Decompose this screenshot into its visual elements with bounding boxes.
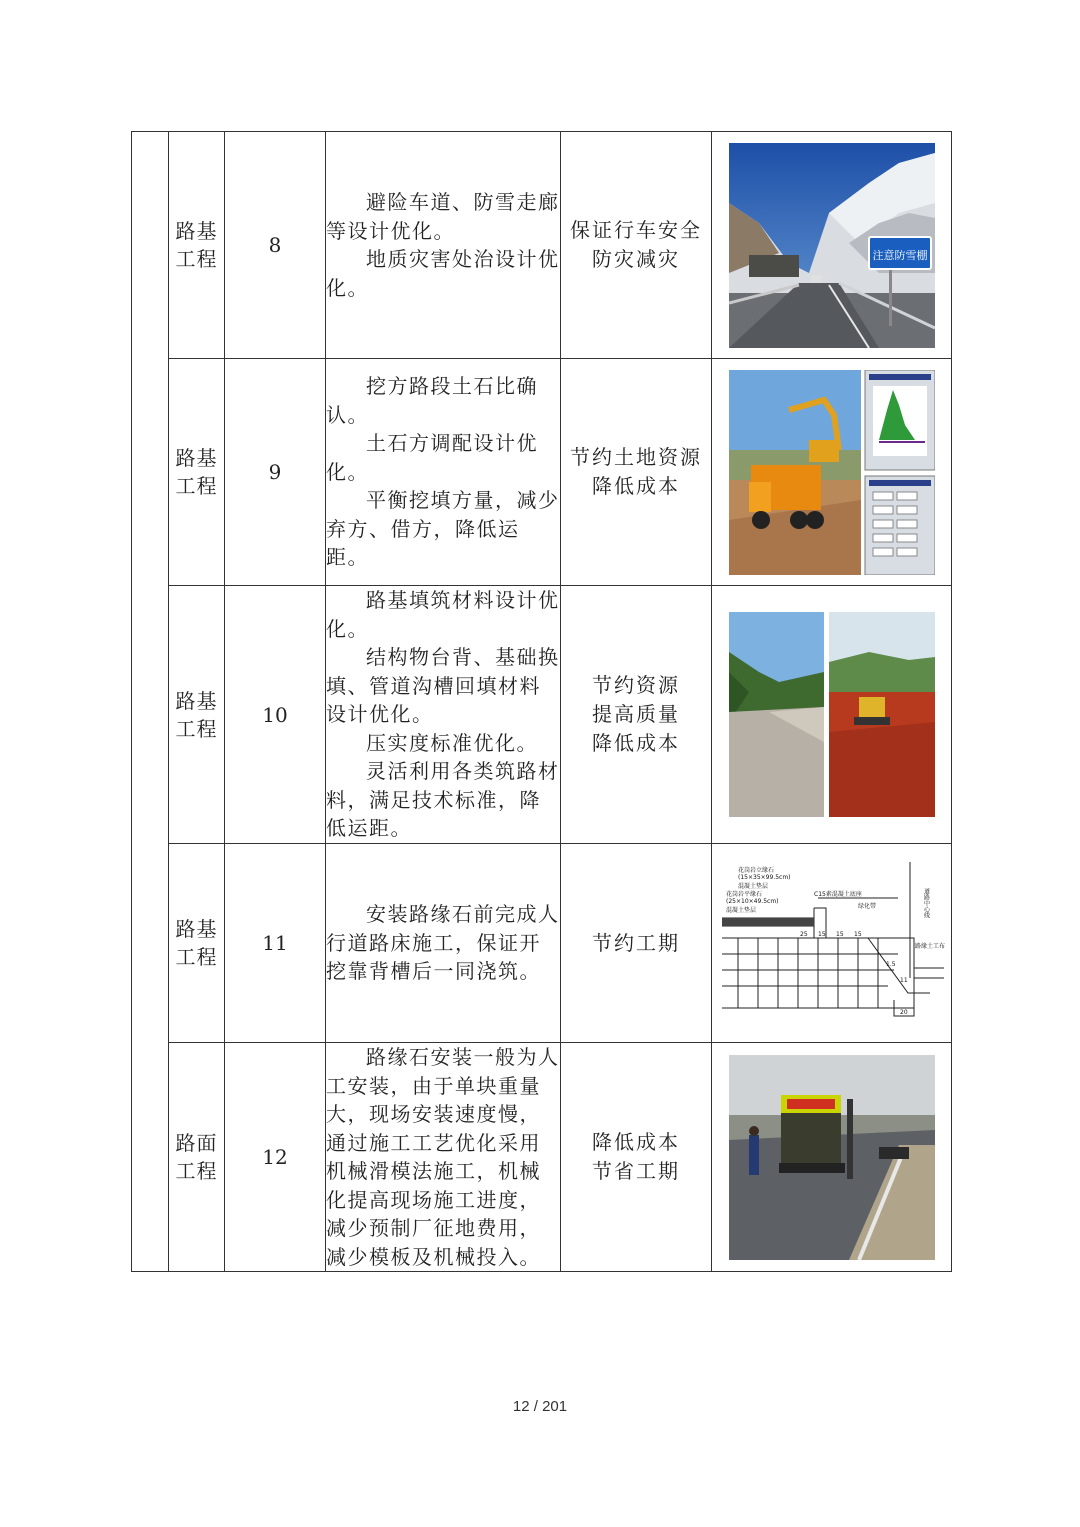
goal-line: 降低成本 (592, 1130, 680, 1154)
image-cell (712, 1043, 952, 1272)
goal-line: 节省工期 (592, 1159, 680, 1183)
curb-cross-section-drawing (718, 858, 946, 1028)
category-label: 路基工程 (175, 446, 218, 498)
table-row (132, 359, 952, 586)
drawing-label: 路缘土工布 (914, 943, 945, 950)
blank-column (132, 132, 169, 1272)
table-row (132, 1043, 952, 1272)
goal-cell (561, 844, 712, 1043)
goal-cell (561, 132, 712, 359)
description-line: 避险车道、防雪走廊等设计优化。 (326, 190, 560, 243)
category-label: 路基工程 (175, 688, 218, 741)
image-cell (712, 844, 952, 1043)
drawing-label: 20 (899, 1009, 908, 1016)
number-cell: 10 (225, 586, 326, 844)
description-cell (326, 132, 561, 359)
description-cell (326, 844, 561, 1043)
description-cell (326, 359, 561, 586)
drawing-label: 花岗岩立缘石 (737, 867, 774, 874)
drawing-label: (25×10×49.5cm) (725, 898, 779, 905)
description-line: 压实度标准优化。 (366, 730, 538, 755)
number-cell: 8 (225, 132, 326, 359)
drawing-label: 25 (799, 931, 808, 938)
page-number: 12 / 201 (512, 1398, 568, 1415)
description-cell (326, 586, 561, 844)
drawing-label: 道路中心线 (922, 888, 929, 918)
table-row (132, 586, 952, 844)
description-cell (326, 1043, 561, 1272)
goal-cell (561, 586, 712, 844)
drawing-label: 混凝土垫层 (737, 883, 768, 890)
goal-cell (561, 359, 712, 586)
goal-line: 降低成本 (592, 731, 680, 755)
description-line: 安装路缘石前完成人行道路床施工，保证开挖靠背槽后一同浇筑。 (326, 902, 560, 984)
goal-line: 提高质量 (592, 702, 680, 726)
goal-line: 降低成本 (592, 474, 680, 498)
drawing-label: C15素混凝土底座 (813, 891, 862, 898)
warning-sign-text: 注意防雪棚 (872, 248, 927, 262)
drawing-label: 绿化带 (857, 903, 876, 910)
table-row (132, 844, 952, 1043)
goal-line: 节约资源 (592, 673, 680, 697)
drawing-label: 花岗岩平缘石 (725, 891, 762, 898)
goal-line: 保证行车安全 (570, 218, 702, 242)
description-line: 地质灾害处治设计优化。 (326, 247, 560, 300)
image-cell (712, 359, 952, 586)
category-cell (169, 359, 225, 586)
roadbed-fill-material-photos (729, 612, 935, 817)
table-row (132, 132, 952, 359)
category-cell (169, 586, 225, 844)
image-cell (712, 132, 952, 359)
description-line: 土石方调配设计优化。 (326, 431, 538, 484)
category-cell (169, 1043, 225, 1272)
number-cell: 11 (225, 844, 326, 1043)
category-label: 路基工程 (175, 219, 218, 271)
description-line: 路基填筑材料设计优化。 (326, 588, 560, 641)
number-cell: 9 (225, 359, 326, 586)
drawing-label: 11 (899, 977, 908, 984)
description-line: 挖方路段土石比确认。 (326, 374, 538, 427)
drawing-label: 混凝土垫层 (725, 907, 756, 914)
category-cell (169, 132, 225, 359)
number-cell: 12 (225, 1043, 326, 1272)
design-optimization-table (131, 131, 952, 1272)
goal-line: 节约土地资源 (570, 445, 702, 469)
description-line: 灵活利用各类筑路材料，满足技术标准，降低运距。 (326, 759, 560, 841)
category-label: 路面工程 (175, 1131, 218, 1183)
goal-cell (561, 1043, 712, 1272)
drawing-label: 1.5 (885, 961, 896, 968)
category-label: 路基工程 (175, 917, 218, 969)
description-line: 结构物台背、基础换填、管道沟槽回填材料设计优化。 (326, 645, 560, 727)
drawing-label: 15 (853, 931, 862, 938)
snowy-mountain-road-photo (729, 143, 935, 348)
description-line: 路缘石安装一般为人工安装，由于单块重量大，现场安装速度慢，通过施工工艺优化采用机械滑模法施工，机械化提高现场施工进度，减少预制厂征地费用，减少模板及机械投入。 (326, 1045, 560, 1269)
description-line: 平衡挖填方量，减少弃方、借方，降低运距。 (326, 488, 560, 570)
goal-line: 防灾减灾 (592, 247, 680, 271)
drawing-label: 15 (817, 931, 826, 938)
drawing-label: (15×35×99.5cm) (737, 874, 791, 881)
goal-line: 节约工期 (592, 930, 680, 955)
category-cell (169, 844, 225, 1043)
slipform-curb-machine-photo (729, 1055, 935, 1260)
drawing-label: 15 (835, 931, 844, 938)
image-cell (712, 586, 952, 844)
excavator-truck-and-software-screenshot (729, 370, 935, 575)
